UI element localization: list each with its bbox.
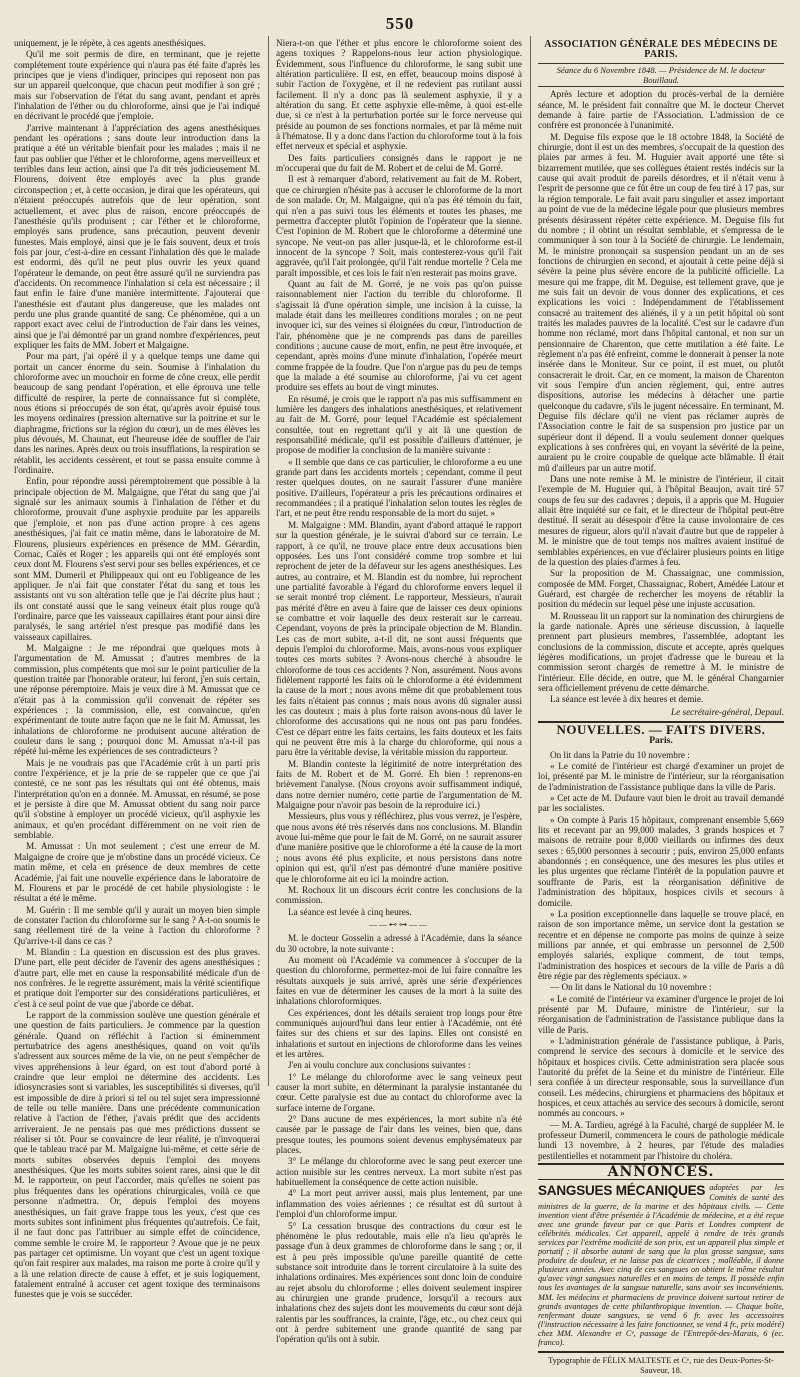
paragraph: » On compte à Paris 15 hôpitaux, comprenant ensemble 5,669 lits et recevant par an 99,000 malades, 3 grands hospices et 7 maisons de retraite pour 8,000 vieillards ou infirmes des deux sexes : 65,000 personnes à secourir ; puis, environ 25,000 enfants abandonnés ; en conséquence, une des mesures les plus utiles et les plus urgentes que réclame l'intérêt de la population pauvre et souffrante de Paris, est la réorganisation définitive de l'administration des hôpitaux, hospices civils et secours à domicile. [538,814,784,908]
paragraph: Mais je ne voudrais pas que l'Académie crût à un parti pris contre l'expérience, et je la prie de se rappeler que ce que j'ai contesté, ce ne sont pas les résultats qui ont été obtenus, mais l'interprétation qu'on en a donnée. M. Amussat, en résumé, se pose et je persiste à dire que M. Amussat obtient du sang noir parce qu'il s'obstine à employer un procédé vicieux, qu'il asphyxie les animaux, et qu'en procédant différemment on ne voit rien de semblable. [14,757,260,841]
paragraph: M. Blandin : La question en discussion est des plus graves. D'une part, elle peut décider de l'avenir des agens anesthésiques ; d'autre part, elle met en cause la responsabilité médicale d'un de nos confrères. Je le regrette assurément, mais la vérité scientifique et pratique doit l'emporter sur des considérations particulières, et c'est à ce seul point de vue que j'aborde ce débat. [14,946,260,1009]
paragraph: Niera-t-on que l'éther et plus encore le chloroforme soient des agens toxiques ? Rappelons-nous leur action physiologique. Évidemment, sous l'influence du chloroforme, le sang subit une altération particulière. Il est, en effet, beaucoup moins disposé à subir l'action de l'oxygène, et il ne redevient pas rutilant aussi facilement. Il n'y a donc pas là seulement asphyxie, il y a altération du sang. Et cette asphyxie elle-même, à quoi est-elle due, si ce n'est à la perturbation portée sur le force nerveuse qui préside au poumon de ses fonctions normales, et par là même nuit à l'hématose. Il y a donc dans l'action du chloroforme tout à la fois effet nerveux et spécial et asphyxie. [276,38,522,152]
news-place: Paris. [649,736,673,747]
paragraph: Messieurs, plus vous y réfléchirez, plus vous verrez, je l'espère, que nous avons été très réservés dans nos conclusions. M. Blandin avoue lui-même que pour le fait de M. Gorré, on ne saurait assurer d'une manière positive que le chloroforme a été la cause de la mort ; nous avons été plus explicite, et nous persistons dans notre opinion qui est, qu'il n'est pas démontré d'une manière positive que le chloroforme ait eu ici la moindre action. [276,811,522,884]
paragraph: M. Blandin conteste la légitimité de notre interprétation des faits de M. Robert et de M. Gorré. Eh bien ! reprenons-en brièvement l'analyse. (Nous croyons avoir suffisamment indiqué, dans notre dernier numéro, cette partie de l'argumentation de M. Malgaigne pour n'avoir pas besoin de la reproduire ici.) [276,758,522,811]
column-divider [268,36,269,1086]
paragraph: 4° La mort peut arriver aussi, mais plus lentement, par une inflammation des voies aériennes ; ce résultat est dû surtout à l'emploi d'un chloroforme impur. [276,1188,522,1220]
column-2 [276,38,522,1345]
page-number: 550 [385,14,415,33]
paragraph: uniquement, je le répète, à ces agents anesthésiques. [14,38,206,48]
paragraph: J'en ai voulu conclure aux conclusions suivantes : [288,1060,471,1071]
paragraph: Après lecture et adoption du procès-verbal de la dernière séance, M. le président fait connaître que M. le docteur Chervet demande à faire partie de l'Association. L'admission de ce confrère est prononcée à l'unanimité. [538,89,784,131]
paragraph: Pour ma part, j'ai opéré il y a quelque temps une dame qui portait un cancer énorme du sein. Soumise à l'inhalation du chloroforme avec un mouchoir en forme de cône creux, elle perdit beaucoup de sang pendant l'opération, et elle éprouva une telle difficulté de respirer, la perte de connaissance fut si complète, nous étions si préoccupés de son état, qu'après avoir épuisé tous les moyens ordinaires (pression alternative sur la poitrine et sur le diaphragme, frictions sur la région du cœur), un de mes élèves les plus dévoués, M. Chaunat, eut l'heureuse idée de souffler de l'air dans les narines. Après deux ou trois insufflations, la respiration se rétablit, les accidents cessèrent, et tout se passa ensuite comme à l'ordinaire. [14,351,260,476]
paragraph: Qu'il me soit permis de dire, en terminant, que je rejette complétement toute expérience qui n'aura pas été faite d'après les principes que je viens d'indiquer, principes qui reposent non pas sur un appareil quelconque, que chacun peut modifier à son gré ; mais sur l'observation de l'état du sang avant, pendant et après l'inhalation de l'éther ou du chloroforme, ainsi que je l'ai indiqué en décrivant le procédé que j'emploie. [14,49,260,122]
paragraph: Le rapport de la commission soulève une question générale et une question de faits particuliers. Je commence par la question générale. Quand on réfléchit à l'action si éminemment perturbatrice des agens anesthésiques, quand on voit qu'ils s'adressent aux sources même de la vie, on ne peut s'empêcher de vives appréhensions à leur égard, on est tout d'abord porté à craindre que leur emploi ne détermine des accidents. Les idiosyncrasies sont si variables, les susceptibilités si diverses, qu'il est impossible de dire à priori si tel ou tel sujet sera impressionné de telle ou telle manière. Dans une précédente communication relative à l'action de l'éther, j'avais prédit que des accidents arriveraient. Je ne pensais pas que mes prédictions dussent se réaliser si tôt. Pour se convaincre de leur réalité, je n'invoquerai que le tableau tracé par M. Malgaigne lui-même, et cette série de morts subites observées depuis l'emploi des moyens anesthésiques. Que les morts subites soient rares, ainsi que le dit M. le rapporteur, on peut l'accorder, mais qu'elles ne soient pas plus fréquentes dans les opérations chirurgicales, voilà ce que personne n'admettra. Or, depuis l'emploi des moyens anesthésiques, un fait grave frappe tous les yeux, c'est que ces morts subites sont infiniment plus fréquentes qu'autrefois. Ce fait, il ne faut donc pas l'attribuer au simple effet de coïncidence, comme semble le croire M. le rapporteur ? Avoue que je ne peux pas partager cet optimisme. Un voyant que c'est un agent toxique qu'on fait respirer aux malades, ma raison me porte à croire qu'il y a là une relation directe de cause à effet, et je suis logiquement, fatalement entraîné à accuser cet agent toxique des terminaisons funestes que je vois se succéder. [14,1009,260,1300]
paragraph: M. Amussat : Un mot seulement ; c'est une erreur de M. Malgaigne de croire que je m'obstine dans un procédé vicieux. Ce matin même, et cela en présence de deux membres de cette Académie, j'ai fait une nouvelle expérience dans le laboratoire de M. Flourens et par le procédé de cet habile physiologiste : le résultat a été le même. [14,841,260,904]
paragraph: J'arrive maintenant à l'appréciation des agens anesthésiques pendant les opérations ; sans doute leur introduction dans la pratique a été un véritable bienfait pour les malades ; mais il ne faut pas oublier que l'éther et le chloroforme, agens merveilleux et terribles dans leur action, ainsi que l'a dit très judicieusement M. Flourens, doivent être employés avec la plus grande circonspection ; et, à cette occasion, je dirai que les opérateurs, qui n'étaient préoccupés autrefois que de leur opération, sont actuellement, et avec plus de raison, encore préoccupés de l'anesthésie qu'ils produisent ; car l'éther et le chloroforme, employés sans prudence, sans précaution, peuvent devenir funestes. Mais employé, ainsi que je le fais souvent, deux et trois fois par jour, c'est-à-dire en cessant l'inhalation dès que le malade est endormi, dès qu'il ne peut plus ouvrir les yeux quand l'opérateur le demande, on peut être assuré qu'il ne surviendra pas d'accidents. On recommence l'inhalation si cela est nécessaire ; il faut enfin le faire d'une manière intermittente. J'ajouterai que l'anesthésie est d'autant plus dangereuse, que les malades ont perdu une plus grande quantité de sang. Ce phénomène, qui a un rapport exact avec celui de l'introduction de l'air dans les veines, ainsi que je l'ai démontré par un grand nombre d'expériences, peut expliquer les faits de MM. Jobert et Malgaigne. [14,122,260,350]
paragraph: M. Rousseau lit un rapport sur la nomination des chirurgiens de la garde nationale. Après une sérieuse discussion, à laquelle prennent part plusieurs membres, l'assemblée, adoptant les conclusions de la commission, discute et accepte, après quelques légères modifications, un projet d'adresse que le bureau et la commission seront chargés de remettre à M. le ministre de l'intérieur. Elle décide, en outre, que M. le général Changarnier sera officiellement prévenu de cette démarche. [538,610,784,693]
paragraph: M. Deguise fils expose que le 18 octobre 1848, la Société de chirurgie, dont il est un des membres, s'occupait de la question des plaies par armes à feu. M. Huguier avait apporté une tête si bizarrement mutilée, que ses collègues étaient restés indécis sur la cause qui avait produit de pareils désordres, et il n'était venu à l'esprit de personne que ce fût être un coup de feu tiré à 17 pas, sur la région temporale. Le fait avait paru singulier et assez important au point de vue de la médecine légale pour que plusieurs membres présents désirassent répéter cette expérience. M. Deguise fils fut du nombre ; il obtint un résultat semblable, et s'empressa de le communiquer à son tour à la Société de chirurgie. Le lendemain, M. le ministre prononçait sa suspension pendant un an de ses fonctions de chirurgien en second, et ajoutait à cette peine déjà si sévère la peine plus sévère encore de la publicité officielle. La mesure qui me frappe, dit M. Deguise, est tellement grave, que je me suis fait un devoir de vous donner des explications, et ces explications les voici : Indépendamment de l'établissement consacré au traitement des aliénés, il y a un petit hôpital où sont traités les malades pauvres de la localité. C'est sur le cadavre d'un homme non réclamé, mort dans l'hôpital cantonal, et non sur un pensionnaire de Charenton, que cette mutilation a été faite. Le règlement n'a pas été enfreint, comme le donnerait à penser la note insérée dans le Moniteur. Sur ce point, il est muet, ou plutôt consacrerait le droit. Car, en ce moment, la maison de Charenton vit sous l'empire d'un ancien règlement, qui, entre autres dispositions, autorise les médecins à détacher une partie quelconque du cadavre, s'ils le jugent nécessaire. En terminant, M. Deguise fils déclare qu'il ne vient pas réclamer auprès de l'Association contre le fait de sa suspension pro justice par un supérieur dont il dépend. Il a voulu seulement donner quelques explications à ses confrères qui, en voyant la sévérité de la peine, auraient pu le croire coupable de quelque acte blâmable. Il était mû d'ailleurs par un autre motif. [538,131,784,473]
paragraph: En résumé, je crois que le rapport n'a pas mis suffisamment en lumière les dangers des inhalations anesthésiques, et relativement au fait de M. Gorré, pour lequel l'Académie est spécialement consultée, tout en regrettant qu'il y ait là une question de responsabilité médicale, qu'il est possible d'ailleurs d'atténuer, je propose de modifier la conclusion de la manière suivante : [276,393,522,456]
printer-line: Typographie de FÉLIX MALTESTE et Cᵉ, rue des Deux-Portes-St-Sauveur, 18. [538,1351,784,1377]
paragraph: M. Malgaigne : MM. Blandin, ayant d'abord attaqué le rapport sur la question générale, je le suivrai d'abord sur ce terrain. Le rapport, à ce qu'il, ne trouve place entre deux accusations bien opposées. Les uns l'ont considéré comme trop sombre et lui reprochent de jeter de la défaveur sur les agens anesthésiques. Les autres, au contraire, et M. Blandin est du nombre, lui reprochent une partialité favorable à l'égard du chloroforme envers lequel il se serait montré trop clément. Le rapporteur, Messieurs, n'aurait pas mérité d'être en aveu à faire que de laisser ces deux opinions se combattre et voir laquelle des deux resterait sur le carreau. Cependant, voyons de près la principale objection de M. Blandin. Les cas de mort subite, a-t-il dit, ne sont aussi fréquents que depuis l'emploi du chloroforme. Mais, avons-nous vous expliquer toutes ces morts subites ? Avons-nous cherché à absoudre le chloroforme de tous ces accidents ? Non, assurément. Nous avons fidèlement rapporté les faits où le chloroforme a été évidemment la cause de la mort ; nous avons même dit que probablement tous les faits n'étaient pas connus ; mais nous avons dû signaler aussi les cas douteux ; mais à plus forte raison avons-nous dû laver le chloroforme des accusations qui ne nous ont pas paru fondées. C'est ce départ entre les faits certains, les faits douteux et les faits qui ne peuvent être mis à la charge du chloroforme, qui nous a paru être la véritable devise, la véritable mission du rapporteur. [276,519,522,758]
paragraph: 2° Dans aucune de mes expériences, la mort subite n'a été causée par le passage de l'air dans les veines, bien que, dans presque toutes, les poumons soient devenus emphysémateux par places. [276,1114,522,1156]
news-title: NOUVELLES. — FAITS DIVERS. [556,722,766,737]
paragraph: M. Rochoux lit un discours écrit contre les conclusions de la commission. [276,884,522,906]
ad-brand: SANGSUES MÉCANIQUES [538,1183,706,1199]
paragraph: La séance est levée à dix heures et demie. [550,694,704,705]
paragraph: M. Malgaigne : Je me répondrai que quelques mots à l'argumentation de M. Amussat ; d'autres membres de la commission, plus compétents que moi sur le point particulier de la question traitée par l'honorable orateur, lui feront, j'en suis certain, une réponse péremptoire. Mais je veux dire à M. Amussat que ce n'était pas à la commission qu'il convenait de répéter ses expériences ; la commission, elle, est convaincue, qu'en expérimentant de toute autre façon que ne le fait M. Amussat, les inhalations de chloroforme ne produisent aucune altération de couleur dans le sang ; pourquoi donc M. Amussat n'a-t-il pas répété lui-même les expériences de ses contradicteurs ? [14,642,260,757]
paragraph: » La position exceptionnelle dans laquelle se trouve placé, en raison de son importance même, un service dont la gestation se recentre et en dépense ne comporte pas moins de quinze à seize millions par année, et qui embrasse un personnel de 2,500 employés salariés, explique comment, de tout temps, l'administration des hospices et secours de la ville de Paris a dû être régie par des règlements spéciaux. » [538,908,784,981]
paragraph: « Le comité de l'intérieur est chargé d'examiner un projet de loi, présenté par M. le ministre de l'intérieur, sur la réorganisation de l'administration de l'assistance publique dans la ville de Paris. [538,761,784,792]
paragraph: 3° Le mélange du chloroforme avec le sang peut exercer une action nuisible sur les centres nerveux. La mort subite n'est pas habituellement la conséquence de cette action nuisible. [276,1156,522,1188]
seance-header: Séance du 6 Novembre 1848. — Présidence de M. le docteur Bouillaud. [538,63,784,88]
paragraph: — M. A. Tardieu, agrégé à la Faculté, chargé de suppléer M. le professeur Dumeril, commencera le cours de pathologie médicale lundi 13 novembre, à 2 heures, par l'étude des maladies pestilentielles et notamment par l'histoire du choléra. [538,1119,784,1161]
paragraph: « Il semble que dans ce cas particulier, le chloroforme a eu une grande part dans les accidents mortels ; cependant, comme il peut rester quelques doutes, on ne saurait l'assurer d'une manière positive. D'ailleurs, l'opérateur a pris les précautions ordinaires et recommandées ; il a pratiqué l'inhalation selon toutes les règles de l'art, et ne peut être rendu responsable de la mort du sujet. » [276,456,522,519]
paragraph: Il est à remarquer d'abord, relativement au fait de M. Robert, que ce chirurgien n'hésite pas à accuser le chloroforme de la mort de son malade. Or, M. Malgaigne, qui n'a pas été témoin du fait, qui n'en a pas suivi tous les éléments et toutes les phases, me permettra d'accepter plutôt l'opinion de l'opérateur que la sienne. C'est l'opinion de M. Robert que le chloroforme a déterminé une syncope. Ne veut-on pas aller jusque-là, et le chloroforme est-il innocent de la syncope ? Soit, mais contesterez-vous qu'il l'ait aggravée, qu'il l'ait prolongée, qu'il l'ait rendue mortelle ? Cela me paraît impossible, et ces lois le fait n'en resterait pas moins grave. [276,174,522,278]
annonces-title: ANNONCES. [538,1163,784,1180]
column-3 [538,38,784,1376]
paragraph: » L'administration générale de l'assistance publique, à Paris, comprend le service des secours à domicile et le service des hôpitaux et hospices civils. Cette administration sera placée sous l'autorité du préfet de la Seine et du ministre de l'intérieur. Elle sera confiée à un directeur responsable, sous la surveillance d'un conseil. Les médecins, chirurgiens et pharmaciens des hôpitaux et hospices, et ceux attachés au service des secours à domicile, seront nommés au concours. » [538,1035,784,1119]
paragraph: M. Guérin : Il me semble qu'il y aurait un moyen bien simple de constater l'action du chloroforme sur le sang ? A-t-on soumis le sang réellement tiré de la veine à l'action du chloroforme ? Qu'arrive-t-il dans ce cas ? [14,904,260,946]
paragraph: » Cet acte de M. Dufaure vaut bien le droit au travail demandé par les socialistes. [538,793,784,814]
association-title: ASSOCIATION GÉNÉRALE DES MÉDECINS DE PARIS. [544,39,778,61]
paragraph: La séance est levée à cinq heures. [288,906,412,917]
column-divider [530,36,531,1086]
paragraph: On lit dans la Patrie du 10 novembre : [550,749,690,760]
paragraph: 5° La cessation brusque des contractions du cœur est le phénomène le plus redoutable, mais elle n'a lieu qu'après le passage d'un à deux grammes de chloroforme dans le sang ; or, il est à peu près impossible qu'une pareille quantité de cette substance soit introduite dans le torrent circulatoire à la suite des inhalations ordinaires. Mes expériences sont donc loin de conduire au rejet absolu du chloroforme ; elles doivent seulement inspirer au chirurgien une grande prudence, lorsqu'il a recours aux inhalations chez des sujets dont les mouvements du cœur sont déjà ralentis par les souffrances, la crainte, l'âge, etc., ou chez ceux qui ont à perdre subitement une grande quantité de sang par l'opération qu'ils ont à subir. [276,1220,522,1345]
paragraph: Dans une note remise à M. le ministre de l'intérieur, il citait l'exemple de M. Huguier qui, à l'hôpital Beaujon, avait tiré 57 coups de feu sur des cadavres ; depuis, il a appris que M. Huguier allait être inquiété sur ce fait, et le directeur de l'hôpital peut-être destitué. Il serait au désespoir d'être la cause involontaire de ces mesures de rigueur, alors qu'il n'avait d'autre but que de rappeler à M. le ministre que de tout temps nos maîtres avaient institué de semblables expériences, en vue d'éclairer plusieurs points en litige de la question des plaies d'armes à feu. [538,474,784,567]
paragraph: M. le docteur Gosselin a adressé à l'Académie, dans la séance du 30 octobre, la note suivante : [276,933,522,954]
paragraph: 1° Le mélange du chloroforme avec le sang veineux peut causer la mort subite, en déterminant la paralysie instantanée du cœur. Cette paralysie est due au contact du chloroforme avec la surface interne de l'organe. [276,1071,522,1113]
paragraph: Enfin, pour répondre aussi péremptoirement que possible à la principale objection de M. Malgaigne, que l'état du sang que j'ai signalé sur les animaux soumis à l'inhalation de l'éther et du chloroforme, prouvait d'une asphyxie produite par les appareils que j'emploie, et non pas d'une action propre à ces agens anesthésiques, j'ai fait ce matin même, dans le laboratoire de M. Flourens, plusieurs expériences en présence de MM. Gérardin, Cornac, Caïès et Roger ; les appareils qui ont été employés sont ceux dont M. Flourens s'est servi pour ses belles expériences, et ce sont MM. Dumeril et Philippeaux qui ont eu l'obligeance de les appliquer. Je n'ai fait que constater l'état du sang et tous les assistants ont vu son altération telle que je l'ai décrite plus haut ; ils ont constaté aussi que le sang veineux était plus rouge qu'à l'ordinaire, parce que les vaisseaux capillaires étant pour ainsi dire paralysés, le sang artériel n'est presque pas modifié dans les vaisseaux capillaires. [14,476,260,642]
paragraph: Ces expériences, dont les détails seraient trop longs pour être communiqués aujourd'hui dans leur entier à l'Académie, ont été faites sur des chiens et sur des lapins. Elles ont consisté en inhalations et surtout en injections de chloroforme dans les veines et les artères. [276,1007,522,1059]
paragraph: Au moment où l'Académie va commencer à s'occuper de la question du chloroforme, permettez-moi de lui faire connaître les résultats auxquels je suis arrivé, après une série d'expériences faites en vue de déterminer les causes de la mort à la suite des inhalations chloroformiques. [276,954,522,1007]
paragraph: Quant au fait de M. Gorré, je ne vois pas qu'on puisse raisonnablement nier l'action du terrible du chloroforme. Il s'agissait là d'une opération simple, une incision à la cuisse, la malade était dans les meilleures conditions morales ; on ne peut invoquer ici, sur des veines si éloignées du cœur, l'introduction de l'air, phénomène que je ne comprends pas dans de pareilles conditions ; aucune cause de mort, enfin, ne peut être invoquée, et cependant, après moins d'une minute d'inhalation, l'opérée meurt comme frappée de la foudre. Que l'on n'argue pas du peu de temps que la malade a été soumise au chloroforme, j'ai vu cet agent produire ses effets au bout de vingt minutes. [276,278,522,393]
column-1 [14,38,260,1300]
section-ornament: ——⊷⊶—— [369,919,429,929]
secretary-signature: Le secrétaire-général, Depaul. [671,706,784,717]
paragraph: Sur la proposition de M. Chassaignac, une commission, composée de MM. Forget, Chassaignac, Robert, Amédée Latour et Guérard, est chargée de rechercher les moyens de rétablir la position du médecin sur lequel pèse une injuste accusation. [538,568,784,610]
paragraph: Des faits particuliers consignés dans le rapport je ne m'occuperai que du fait de M. Robert et de celui de M. Gorré. [276,152,522,174]
ad-text: adoptées par les Comités de santé des ministres de la guerre, de la marine et des hôpitaux civils. — Cette invention vient d'être présentée à l'Académie de médecine, et a été reçue avec une grande faveur par ce que Paris et Londres comptent de célébrités médicales. Cet appareil, appelé à rendre de très grands services par l'extrême modicité de son prix, est un appareil plus simple et portatif ; il absorbe autant de sang que la plus grosse sangsue, sans produire de douleur, et ne laisse pas de cicatrices ; malléable, il donne plusieurs années. Avec cinq de ces sangsues on obtient le même résultat qu'avec vingt sangsues naturelles et en moins de temps. Il possède enfin tous les avantages de la sangsue naturelle, sans avoir ses inconvénients. MM. les médecins et pharmaciens de province doivent surtout retirer de grands avantages de cette philanthropique invention. — Chaque boîte, renfermant douze sangsues, se vend 6 fr. avec les accessoires (l'instruction nécessaire à les faire fonctionner, se vend 4 fr., prix modéré) chez MM. Alexandre et Cᵉ, passage de l'Entrepôt-des-Marais, 6 (ec. franco). [538,1183,784,1348]
paragraph: — On lit dans le National du 10 novembre : [550,982,712,993]
advertisement [538,1183,784,1347]
paragraph: « Le comité de l'intérieur va examiner d'urgence le projet de loi présenté par M. Dufaure, ministre de l'intérieur, sur la réorganisation de l'administration de l'assistance publique dans la ville de Paris. [538,993,784,1035]
